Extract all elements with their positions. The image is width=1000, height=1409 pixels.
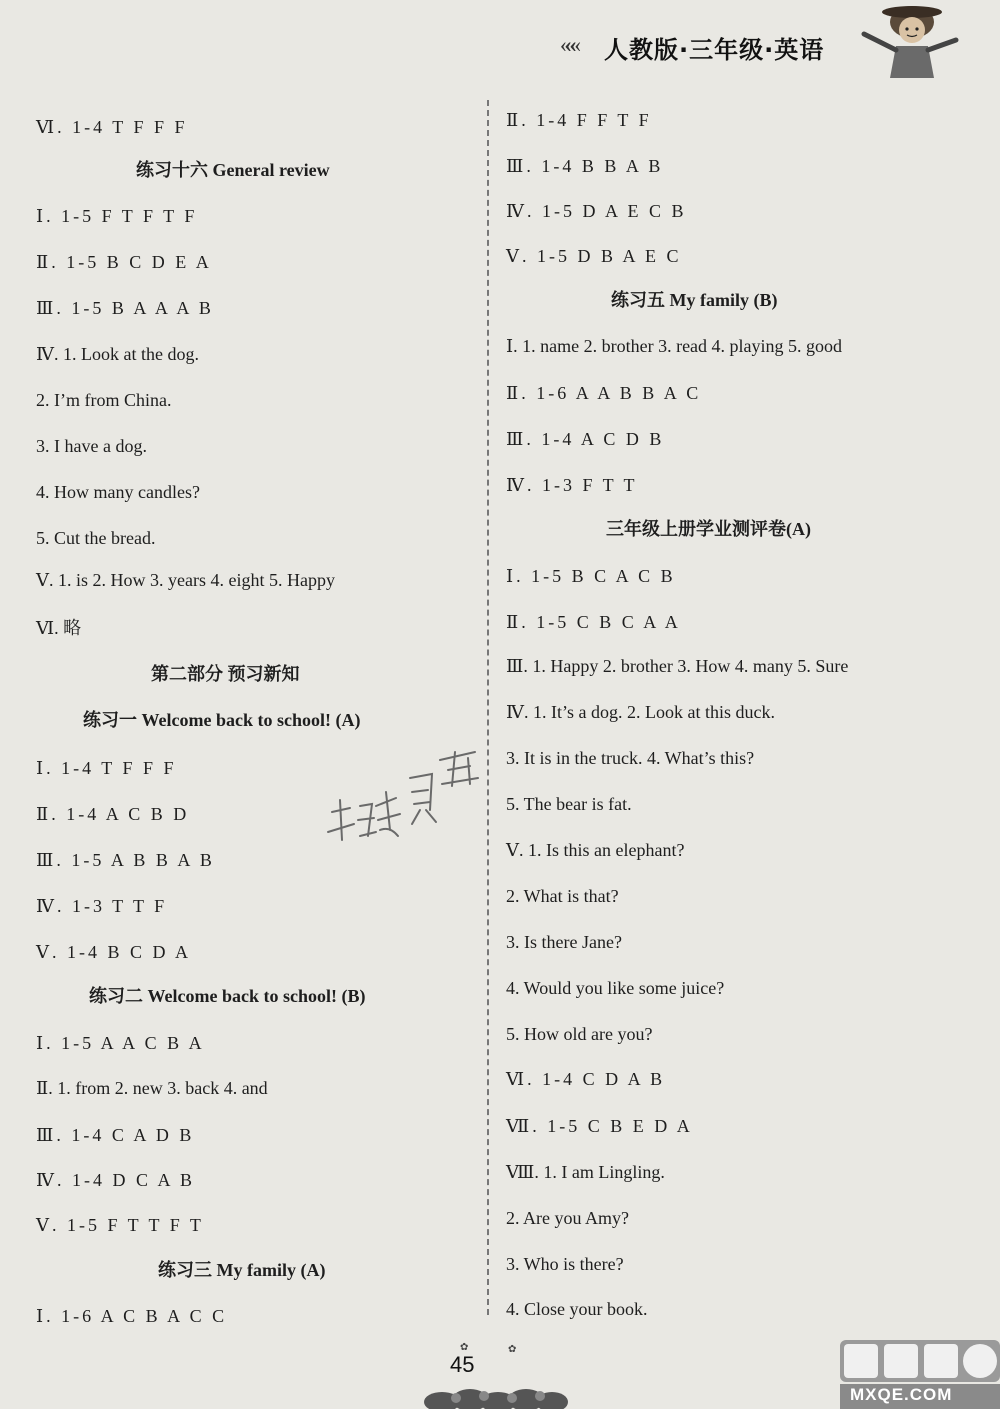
answer-line: 3. Who is there? [506,1254,624,1274]
answer-line: Ⅴ. 1-5 D B A E C [506,246,682,266]
answer-line: 4. How many candles? [36,482,200,502]
section-heading: 练习十六 General review [136,160,330,180]
answer-line: Ⅱ. 1-4 F F T F [506,110,652,130]
answer-line: Ⅰ. 1. name 2. brother 3. read 4. playing 5. good [506,336,843,356]
svg-text:✿: ✿ [460,1342,469,1353]
answer-line: Ⅰ. 1-4 T F F F [36,758,177,778]
section-heading: 练习二 Welcome back to school! (B) [89,986,366,1006]
page-number: 45 [450,1352,475,1377]
answer-line: Ⅴ. 1-5 F T T F T [36,1215,204,1235]
svg-text:✿: ✿ [508,1344,517,1355]
answer-line: Ⅵ. 1-4 T F F F [36,117,188,137]
answer-line: Ⅰ. 1-5 A A C B A [36,1033,205,1053]
answer-line: 2. I’m from China. [36,390,172,410]
header-title: 人教版·三年级·英语 [604,36,825,64]
answer-line: Ⅲ. 1-5 A B B A B [36,850,215,870]
answer-line: 4. Close your book. [506,1299,648,1319]
answer-line: Ⅱ. 1-5 C B C A A [506,612,681,632]
answer-line: Ⅲ. 1-4 A C D B [506,429,665,449]
answer-line: 5. Cut the bread. [36,528,156,548]
answer-line: Ⅲ. 1. Happy 2. brother 3. How 4. many 5. Sure [506,656,849,676]
answer-line: Ⅲ. 1-5 B A A A B [36,298,214,318]
answer-line: 3. I have a dog. [36,436,147,456]
page-number-decoration [420,1340,570,1409]
answer-line: Ⅰ. 1-5 B C A C B [506,566,676,586]
site-logo-text: MXQE.COM [850,1385,953,1404]
answer-line: Ⅰ. 1-5 F T F T F [36,206,198,226]
answer-line: 2. Are you Amy? [506,1208,629,1228]
answer-line: Ⅳ. 1. Look at the dog. [36,344,199,364]
section-heading: 练习三 My family (A) [158,1260,326,1280]
answer-line: Ⅶ. 1-5 C B E D A [506,1116,693,1136]
section-heading: 练习五 My family (B) [611,290,778,310]
answer-line: Ⅳ. 1-3 T T F [36,896,168,916]
header-arrows: ««« [560,32,575,57]
section-heading: 第二部分 预习新知 [151,664,300,684]
answer-line: Ⅵ. 略 [36,618,82,638]
answer-line: Ⅵ. 1-4 C D A B [506,1069,666,1089]
answer-line: Ⅱ. 1-6 A A B B A C [506,383,702,403]
answer-line: Ⅴ. 1. Is this an elephant? [506,840,685,860]
answer-line: Ⅰ. 1-6 A C B A C C [36,1306,228,1326]
answer-line: Ⅲ. 1-4 B B A B [506,156,664,176]
answer-line: Ⅳ. 1-5 D A E C B [506,201,687,221]
answer-line: 2. What is that? [506,886,619,906]
answer-line: 5. The bear is fat. [506,794,632,814]
answer-line: Ⅳ. 1-3 F T T [506,475,638,495]
answer-line: Ⅱ. 1-5 B C D E A [36,252,212,272]
page-header [560,28,860,62]
handwritten-watermark [320,740,490,850]
mascot-illustration [860,0,960,80]
section-heading: 练习一 Welcome back to school! (A) [83,710,361,730]
answer-line: Ⅴ. 1. is 2. How 3. years 4. eight 5. Happy [36,570,335,590]
answer-line: 3. It is in the truck. 4. What’s this? [506,748,755,768]
answer-line: Ⅱ. 1-4 A C B D [36,804,190,824]
answer-line: Ⅳ. 1. It’s a dog. 2. Look at this duck. [506,702,775,722]
answer-line: Ⅳ. 1-4 D C A B [36,1170,195,1190]
answer-line: Ⅷ. 1. I am Lingling. [506,1162,665,1182]
answer-line: Ⅱ. 1. from 2. new 3. back 4. and [36,1078,268,1098]
answer-line: 5. How old are you? [506,1024,653,1044]
answer-line: Ⅲ. 1-4 C A D B [36,1125,195,1145]
column-divider [487,100,489,1315]
answer-line: Ⅴ. 1-4 B C D A [36,942,192,962]
section-heading: 三年级上册学业测评卷(A) [606,519,811,539]
answer-line: 3. Is there Jane? [506,932,622,952]
answer-line: 4. Would you like some juice? [506,978,725,998]
